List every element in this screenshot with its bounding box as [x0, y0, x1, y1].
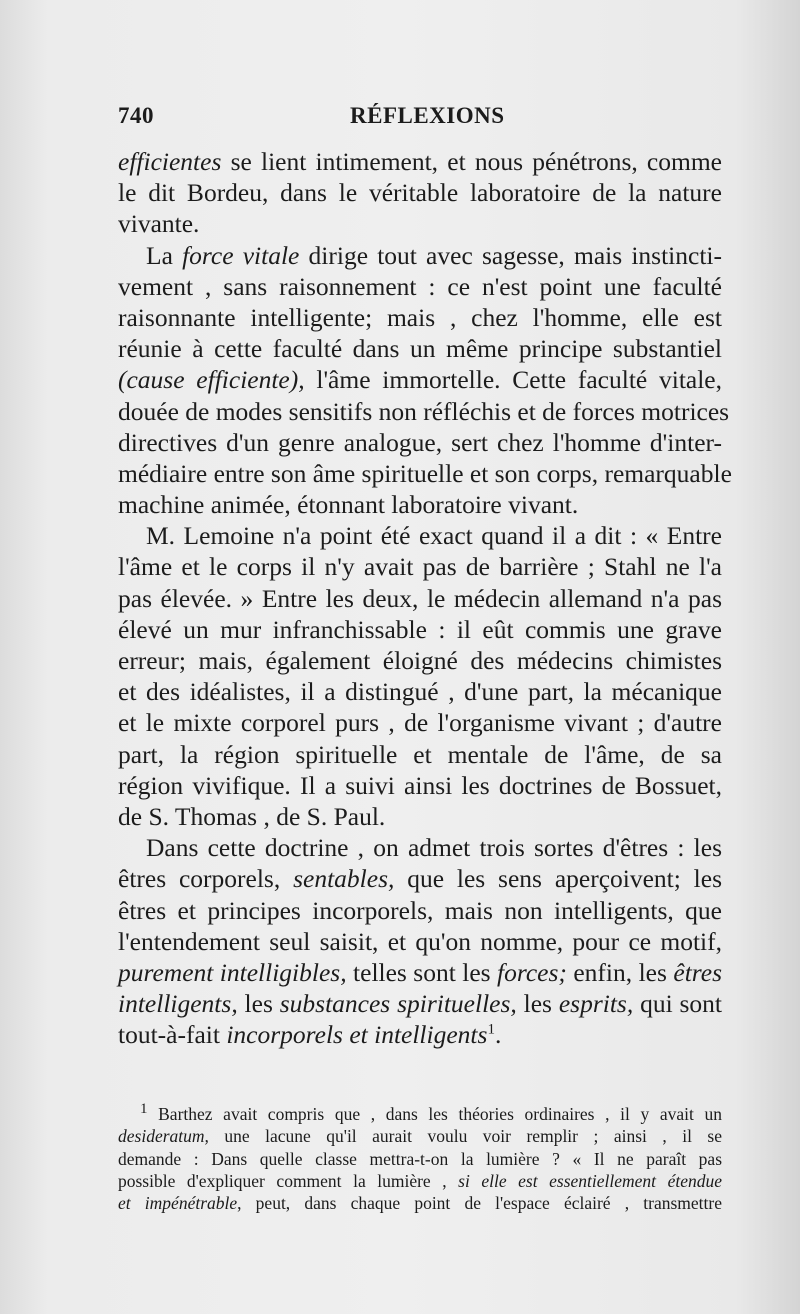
text-line: purement intelligibles, telles sont les forces; enfin, les êtres	[118, 957, 722, 987]
body-text	[118, 146, 732, 1050]
text-line: l'âme et le corps il n'y avait pas de barrière ; Stahl ne l'a	[118, 552, 722, 582]
text-line: région vivifique. Il a suivi ainsi les doctrines de Bossuet,	[118, 770, 722, 800]
text-line: pas élevée. » Entre les deux, le médecin allemand n'a pas	[118, 583, 722, 613]
text-line: part, la région spirituelle et mentale de l'âme, de sa	[118, 739, 722, 769]
text-line: intelligents, les substances spirituelles, les esprits, qui sont	[118, 989, 723, 1019]
text-line: Dans cette doctrine , on admet trois sortes d'êtres : les	[146, 833, 722, 863]
italic-term: force vitale	[182, 240, 300, 270]
text-line: douée de modes sensitifs non réfléchis et de forces motrices	[118, 396, 730, 426]
italic-term: desideratum,	[118, 1126, 209, 1147]
footnote-reference: 1	[487, 1021, 495, 1038]
text-line: élevé un mur infranchissable : il eût commis une grave	[118, 614, 722, 644]
text-line: êtres corporels, sentables, que les sens aperçoivent; les	[118, 864, 723, 894]
text-line: M. Lemoine n'a point été exact quand il a dit : « Entre	[146, 521, 722, 551]
italic-term: substances spirituelles,	[279, 989, 517, 1019]
italic-term: incorporels et intelligents	[226, 1020, 488, 1050]
text-line: machine animée, étonnant laboratoire vivant.	[118, 490, 579, 520]
text-line: vivante.	[118, 209, 200, 239]
italic-term: purement intelligibles,	[118, 957, 347, 987]
text-line: directives d'un genre analogue, sert chez l'homme d'inter-	[118, 427, 722, 457]
text-line: réunie à cette faculté dans un même principe substantiel	[118, 334, 722, 364]
italic-term: forces;	[497, 957, 567, 987]
text-line: et le mixte corporel purs , de l'organisme vivant ; d'autre	[118, 708, 722, 738]
page-number: 740	[118, 103, 154, 128]
text-line: le dit Bordeu, dans le véritable laboratoire de la nature	[118, 178, 722, 208]
text-line: tout-à-fait incorporels et intelligents$^1$.	[118, 1020, 502, 1050]
text-line: vement , sans raisonnement : ce n'est point une faculté	[118, 271, 722, 301]
page-header	[118, 103, 718, 139]
footnote-line: demande : Dans quelle classe mettra-t-on la lumière ? « Il ne paraît pas	[118, 1148, 722, 1169]
text-line: erreur; mais, également éloigné des médecins chimistes	[118, 646, 722, 675]
footnote-line: 1 Barthez avait compris que , dans les théories ordinaires , il y avait un	[140, 1101, 722, 1124]
italic-term: esprits,	[558, 989, 634, 1019]
text-line: l'entendement seul saisit, et qu'on nomme, pour ce motif,	[118, 926, 722, 956]
italic-term: efficientes	[118, 147, 222, 176]
italic-term: intelligents,	[118, 989, 238, 1019]
text-line: raisonnante intelligente; mais , chez l'homme, elle est	[118, 302, 722, 332]
italic-term: sentables,	[293, 864, 395, 894]
text-line: et des idéalistes, il a distingué , d'une part, la mécanique	[118, 677, 722, 707]
footnote-line: et impénétrable, peut, dans chaque point de l'espace éclairé , transmettre	[118, 1193, 723, 1214]
italic-term: (cause efficiente),	[118, 365, 305, 395]
text-line: êtres et principes incorporels, mais non intelligents, que	[118, 895, 722, 925]
text-line: efficientes se lient intimement, et nous pénétrons, comme	[118, 147, 722, 176]
text-line: de S. Thomas , de S. Paul.	[118, 801, 386, 831]
italic-term: et impénétrable	[118, 1193, 238, 1214]
footnote-block	[118, 1103, 722, 1214]
text-line: La force vitale dirige tout avec sagesse, mais instincti-	[146, 240, 722, 270]
footnote-marker: 1	[140, 1101, 148, 1118]
footnote-line: possible d'expliquer comment la lumière , si elle est essentiellement étendue	[118, 1170, 722, 1191]
italic-term: êtres	[673, 957, 722, 987]
italic-term: si elle est essentiellement étendue	[458, 1170, 722, 1191]
footnote-line: desideratum, une lacune qu'il aurait voulu voir remplir ; ainsi , il se	[118, 1126, 722, 1147]
text-line: médiaire entre son âme spirituelle et son corps, remarquable	[118, 458, 732, 488]
running-head: RÉFLEXIONS	[350, 103, 505, 128]
text-line: (cause efficiente), l'âme immortelle. Cette faculté vitale,	[118, 365, 722, 395]
